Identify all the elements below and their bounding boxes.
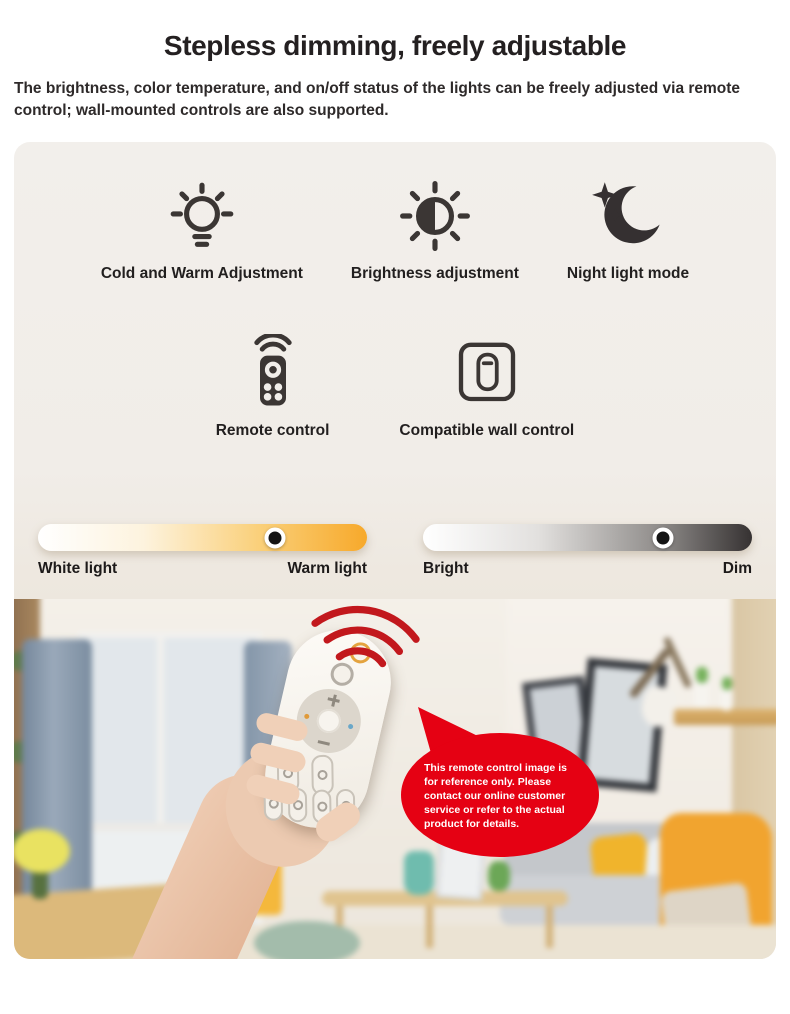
feature-wall-control [399,335,574,440]
feature-label: Cold and Warm Adjustment [100,265,303,282]
brightness-labels [423,560,752,578]
half-sun-icon [398,178,472,254]
feature-label: Compatible wall control [399,422,575,439]
white-light-label: White light [38,560,118,577]
flower-vase [14,829,70,873]
bulb-rays-icon [165,178,239,254]
feature-label: Night light mode [566,265,690,282]
feature-row-1 [14,142,776,283]
feature-brightness [351,178,519,283]
feature-card [14,142,776,959]
wall-switch-icon [448,335,526,411]
brightness-slider [423,524,752,578]
feature-row-2 [14,335,776,440]
feature-cold-warm [101,178,303,283]
color-temperature-knob[interactable] [264,527,285,548]
wall-shelf [674,709,776,725]
feature-remote-control [216,335,330,440]
color-temperature-slider [38,524,367,578]
notice-bubble-text: This remote control image is for reference only. Please contact our online customer service or refer to the actual product for details. [424,762,567,831]
brightness-track[interactable] [423,524,752,551]
remote-control-icon [234,335,312,411]
dim-label: Dim [722,560,752,577]
page-title: Stepless dimming, freely adjustable [163,30,627,61]
intro-text: The brightness, color temperature, and on/off status of the lights can be freely adjusted via remote control; wall-mounted controls are also supported. [14,80,741,119]
color-temperature-track[interactable] [38,524,367,551]
bright-label: Bright [423,560,469,577]
feature-label: Remote control [215,422,330,439]
moon-stars-icon [590,178,666,254]
feature-label: Brightness adjustment [350,265,519,282]
warm-light-label: Warm light [287,560,367,577]
color-temperature-labels [38,560,367,578]
brightness-knob[interactable] [653,527,674,548]
lifestyle-photo [14,599,776,959]
ottoman [254,921,360,959]
feature-night-light [567,178,689,283]
slider-section [14,524,776,578]
